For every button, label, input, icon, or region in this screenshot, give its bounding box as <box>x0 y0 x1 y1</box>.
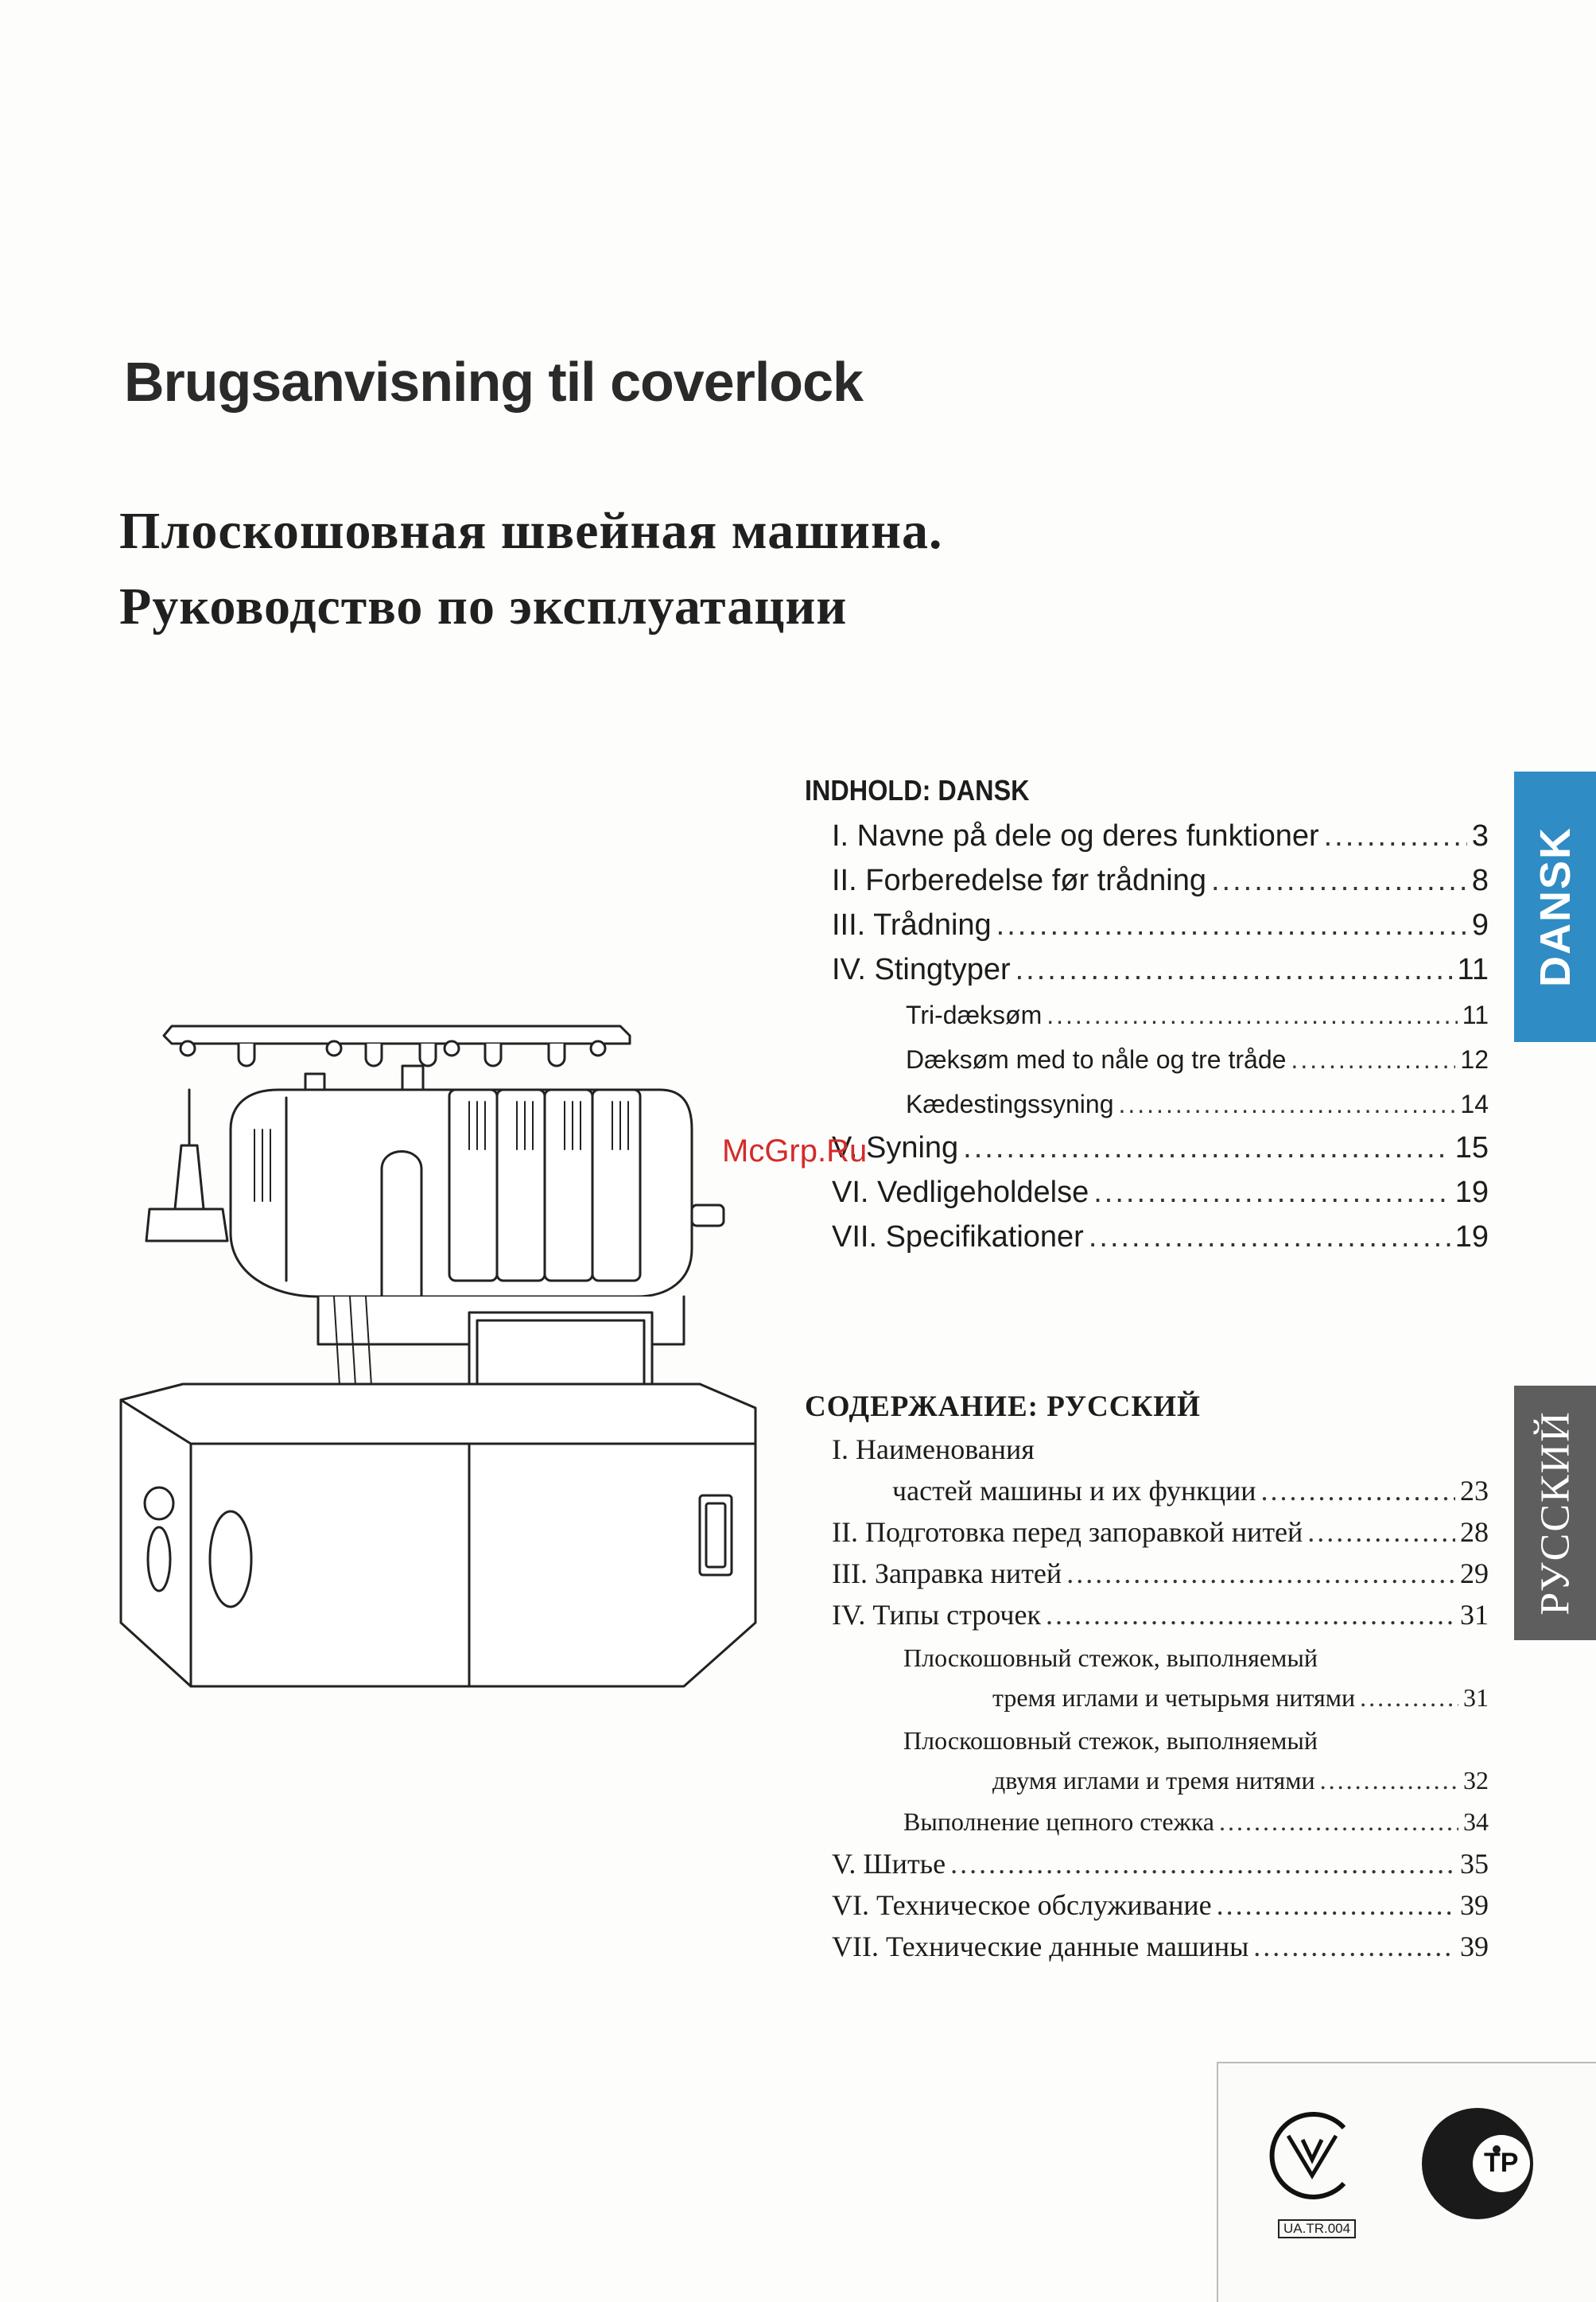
toc-item-page: 11 <box>1462 1001 1489 1029</box>
toc-item[interactable] <box>832 1131 1489 1168</box>
toc-item-label: Kædestingssyning <box>906 1090 1114 1118</box>
toc-subitem[interactable] <box>906 1001 1489 1036</box>
toc-heading-danish: INDHOLD: DANSK <box>805 774 1030 807</box>
toc-item[interactable] <box>892 1474 1489 1509</box>
toc-item-page: 31 <box>1463 1683 1489 1712</box>
toc-item[interactable] <box>832 1176 1489 1212</box>
toc-item-page: 31 <box>1460 1599 1489 1631</box>
coverlock-machine-illustration <box>111 1010 771 1694</box>
toc-item-label: Плоскошовный стежок, выполняемый <box>903 1726 1318 1755</box>
toc-item[interactable] <box>832 908 1489 945</box>
page-title-russian-line1: Плоскошовная швейная машина. <box>119 502 943 560</box>
toc-item-label: V. Syning <box>832 1131 959 1165</box>
toc-item-label: II. Forberedelse før trådning <box>832 864 1206 897</box>
toc-heading-russian: СОДЕРЖАНИЕ: РУССКИЙ <box>805 1390 1201 1423</box>
toc-item-page: 35 <box>1460 1848 1489 1880</box>
toc-item-page: 32 <box>1463 1766 1489 1795</box>
toc-subitem[interactable] <box>992 1683 1489 1717</box>
toc-subitem[interactable] <box>906 1090 1489 1125</box>
toc-item-page: 39 <box>1460 1931 1489 1962</box>
toc-item-label: частей машины и их функции <box>892 1475 1256 1507</box>
language-tab-label: РУССКИЙ <box>1532 1410 1578 1616</box>
language-tab-label: DANSK <box>1531 826 1579 988</box>
toc-item-page: 12 <box>1460 1045 1489 1074</box>
ukrainian-conformity-mark-icon <box>1264 2092 1360 2227</box>
toc-subitem[interactable] <box>992 1766 1489 1799</box>
toc-item-label: IV. Типы строчек <box>832 1599 1041 1631</box>
toc-item-page: 9 <box>1471 908 1489 942</box>
toc-item[interactable] <box>832 953 1489 990</box>
toc-subitem[interactable] <box>906 1045 1489 1080</box>
toc-item-page: 23 <box>1460 1475 1489 1507</box>
toc-item-label: VI. Техническое обслуживание <box>832 1889 1212 1921</box>
toc-item-label: IV. Stingtyper <box>832 953 1011 986</box>
toc-item-label: II. Подготовка перед запоравкой нитей <box>832 1516 1303 1548</box>
toc-item-label: Выполнение цепного стежка <box>903 1807 1214 1836</box>
toc-item[interactable] <box>832 1930 1489 1965</box>
toc-item[interactable] <box>832 864 1489 900</box>
language-tab-russian[interactable] <box>1514 1386 1596 1640</box>
toc-item-label: Dæksøm med to nåle og tre tråde <box>906 1045 1287 1074</box>
toc-item-page: 11 <box>1457 953 1489 986</box>
toc-item-label: Плоскошовный стежок, выполняемый <box>903 1643 1318 1672</box>
page-title-danish: Brugsanvisning til coverlock <box>124 351 863 413</box>
watermark: McGrp.Ru <box>722 1134 868 1168</box>
toc-item-label: III. Trådning <box>832 908 992 942</box>
toc-item-page: 19 <box>1454 1220 1489 1254</box>
toc-item[interactable] <box>832 1515 1489 1550</box>
toc-item[interactable] <box>832 1220 1489 1257</box>
toc-item-page: 3 <box>1471 819 1489 853</box>
toc-item-label: III. Заправка нитей <box>832 1557 1062 1589</box>
toc-item-label: V. Шитье <box>832 1848 946 1880</box>
toc-item-page: 28 <box>1460 1516 1489 1548</box>
toc-item-page: 39 <box>1460 1889 1489 1921</box>
toc-item-label: VII. Технические данные машины <box>832 1931 1249 1962</box>
language-tab-dansk[interactable] <box>1514 772 1596 1042</box>
toc-item-label: тремя иглами и четырьмя нитями <box>992 1683 1356 1712</box>
toc-item[interactable] <box>832 819 1489 856</box>
toc-item-label: Tri-dæksøm <box>906 1001 1043 1029</box>
toc-item-label: I. Navne på dele og deres funktioner <box>832 819 1319 853</box>
toc-item-page: 29 <box>1460 1557 1489 1589</box>
ua-certification-code: UA.TR.004 <box>1278 2219 1356 2238</box>
toc-item-label: VI. Vedligeholdelse <box>832 1176 1089 1209</box>
toc-item-page: 19 <box>1454 1176 1489 1209</box>
tp-conformity-mark-icon <box>1414 2100 1541 2227</box>
toc-item[interactable] <box>832 1557 1489 1592</box>
toc-item-page: 14 <box>1460 1090 1489 1118</box>
toc-subitem[interactable] <box>903 1807 1489 1841</box>
toc-item-label: I. Наименования <box>832 1433 1035 1465</box>
toc-item-label: VII. Specifikationer <box>832 1220 1084 1254</box>
toc-item[interactable] <box>832 1847 1489 1882</box>
toc-item[interactable] <box>832 1888 1489 1923</box>
toc-item-label: двумя иглами и тремя нитями <box>992 1766 1315 1795</box>
toc-item[interactable] <box>832 1598 1489 1633</box>
toc-item-page: 34 <box>1463 1807 1489 1836</box>
tp-mark-label: TP <box>1484 2148 1519 2178</box>
toc-item-page: 15 <box>1454 1131 1489 1165</box>
toc-item-page: 8 <box>1471 864 1489 897</box>
page-title-russian-line2: Руководство по эксплуатации <box>119 577 848 636</box>
